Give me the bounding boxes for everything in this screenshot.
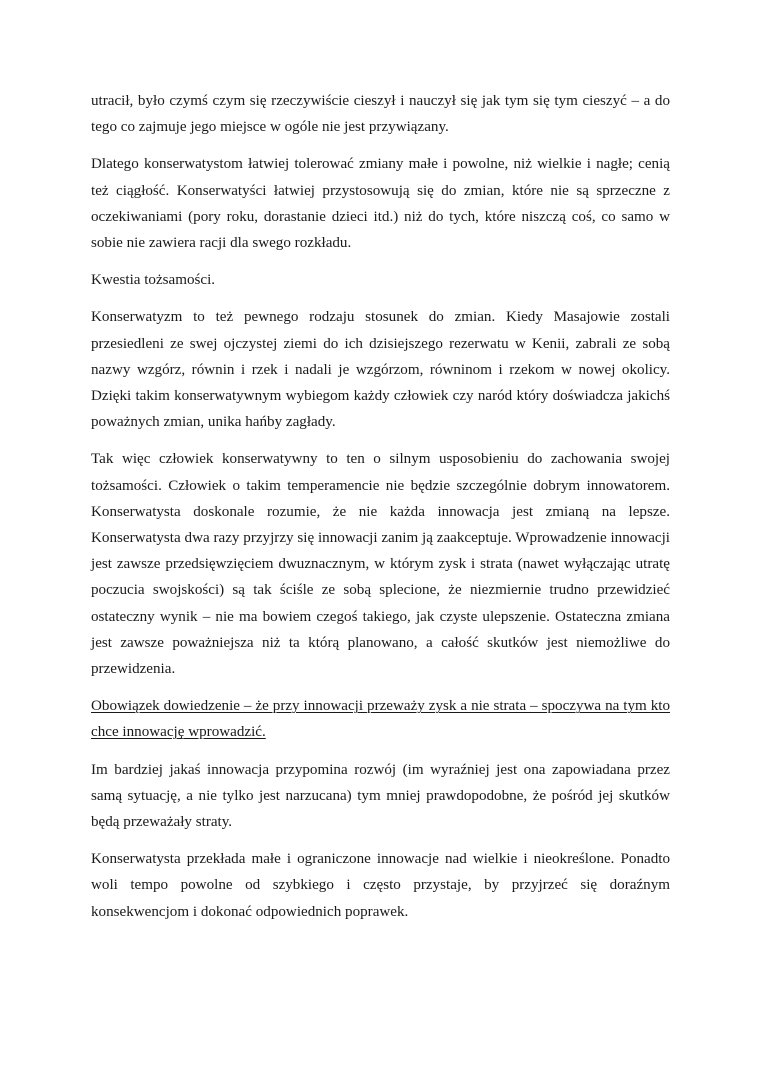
paragraph-masai-example: Konserwatyzm to też pewnego rodzaju stosunek do zmian. Kiedy Masajowie zostali przesiedleni ze swej ojczystej ziemi do ich dzisiejszego rezerwatu w Kenii, zabrali ze sobą nazwy wzgórz, równin i rzek i nadali je wzgórzom, równinom i rzekom w nowej okolicy. Dzięki takim konserwatywnym wybiegom każdy człowiek czy naród który doświadcza jakichś poważnych zmian, unika hańby zagłady. [91, 309, 670, 431]
paragraph-innovation-growth: Im bardziej jakaś innowacja przypomina rozwój (im wyraźniej jest ona zapowiadana przez samą sytuację, a nie tylko jest narzucana) tym mniej prawdopodobne, że pośród jej skutków będą przeważały straty. [91, 761, 670, 831]
paragraph-gradual-change: Dlatego konserwatystom łatwiej tolerować zmiany małe i powolne, niż wielkie i nagłe; cenią też ciągłość. Konserwatyści łatwiej przystosowują się do zmian, które nie są sprzeczne z oczekiwaniami (pory roku, dorastanie dzieci itd.) niż do tych, które niszczą coś, co samo w sobie nie zawiera racji dla swego rozkładu. [91, 156, 670, 252]
paragraph-small-innovations: Konserwatysta przekłada małe i ograniczone innowacje nad wielkie i nieokreślone. Ponadto woli tempo powolne od szybkiego i często przystaje, by przyjrzeć się doraźnym konsekwencjom i dokonać odpowiednich poprawek. [91, 851, 670, 920]
paragraph-burden-of-proof: Obowiązek dowiedzenie – że przy innowacji przeważy zysk a nie strata – spoczywa na tym kto chce innowację wprowadzić. [91, 698, 670, 741]
document-body [91, 88, 670, 936]
paragraph-continuation: utracił, było czymś czym się rzeczywiście cieszył i nauczył się jak tym się tym cieszyć – a do tego co zajmuje jego miejsce w ogóle nie jest przywiązany. [91, 93, 670, 136]
section-heading-identity: Kwestia tożsamości. [91, 272, 216, 289]
paragraph-conservative-identity: Tak więc człowiek konserwatywny to ten o silnym usposobieniu do zachowania swojej tożsamości. Człowiek o takim temperamencie nie będzie szczególnie dobrym innowatorem. Konserwatysta doskonale rozumie, że nie każda innowacja jest zmianą na lepsze. Konserwatysta dwa razy przyjrzy się innowacji zanim ją zaakceptuje. Wprowadzenie innowacji jest zawsze przedsięwzięciem dwuznacznym, w którym zysk i strata (nawet wyłączając utratę poczucia swojskości) są tak ściśle ze sobą splecione, że niezmiernie trudno przewidzieć ostateczny wynik – nie ma bowiem czegoś takiego, jak czyste ulepszenie. Ostateczna zmiana jest zawsze poważniejsza niż ta którą planowano, a całość skutków jest niemożliwe do przewidzenia. [91, 451, 670, 678]
